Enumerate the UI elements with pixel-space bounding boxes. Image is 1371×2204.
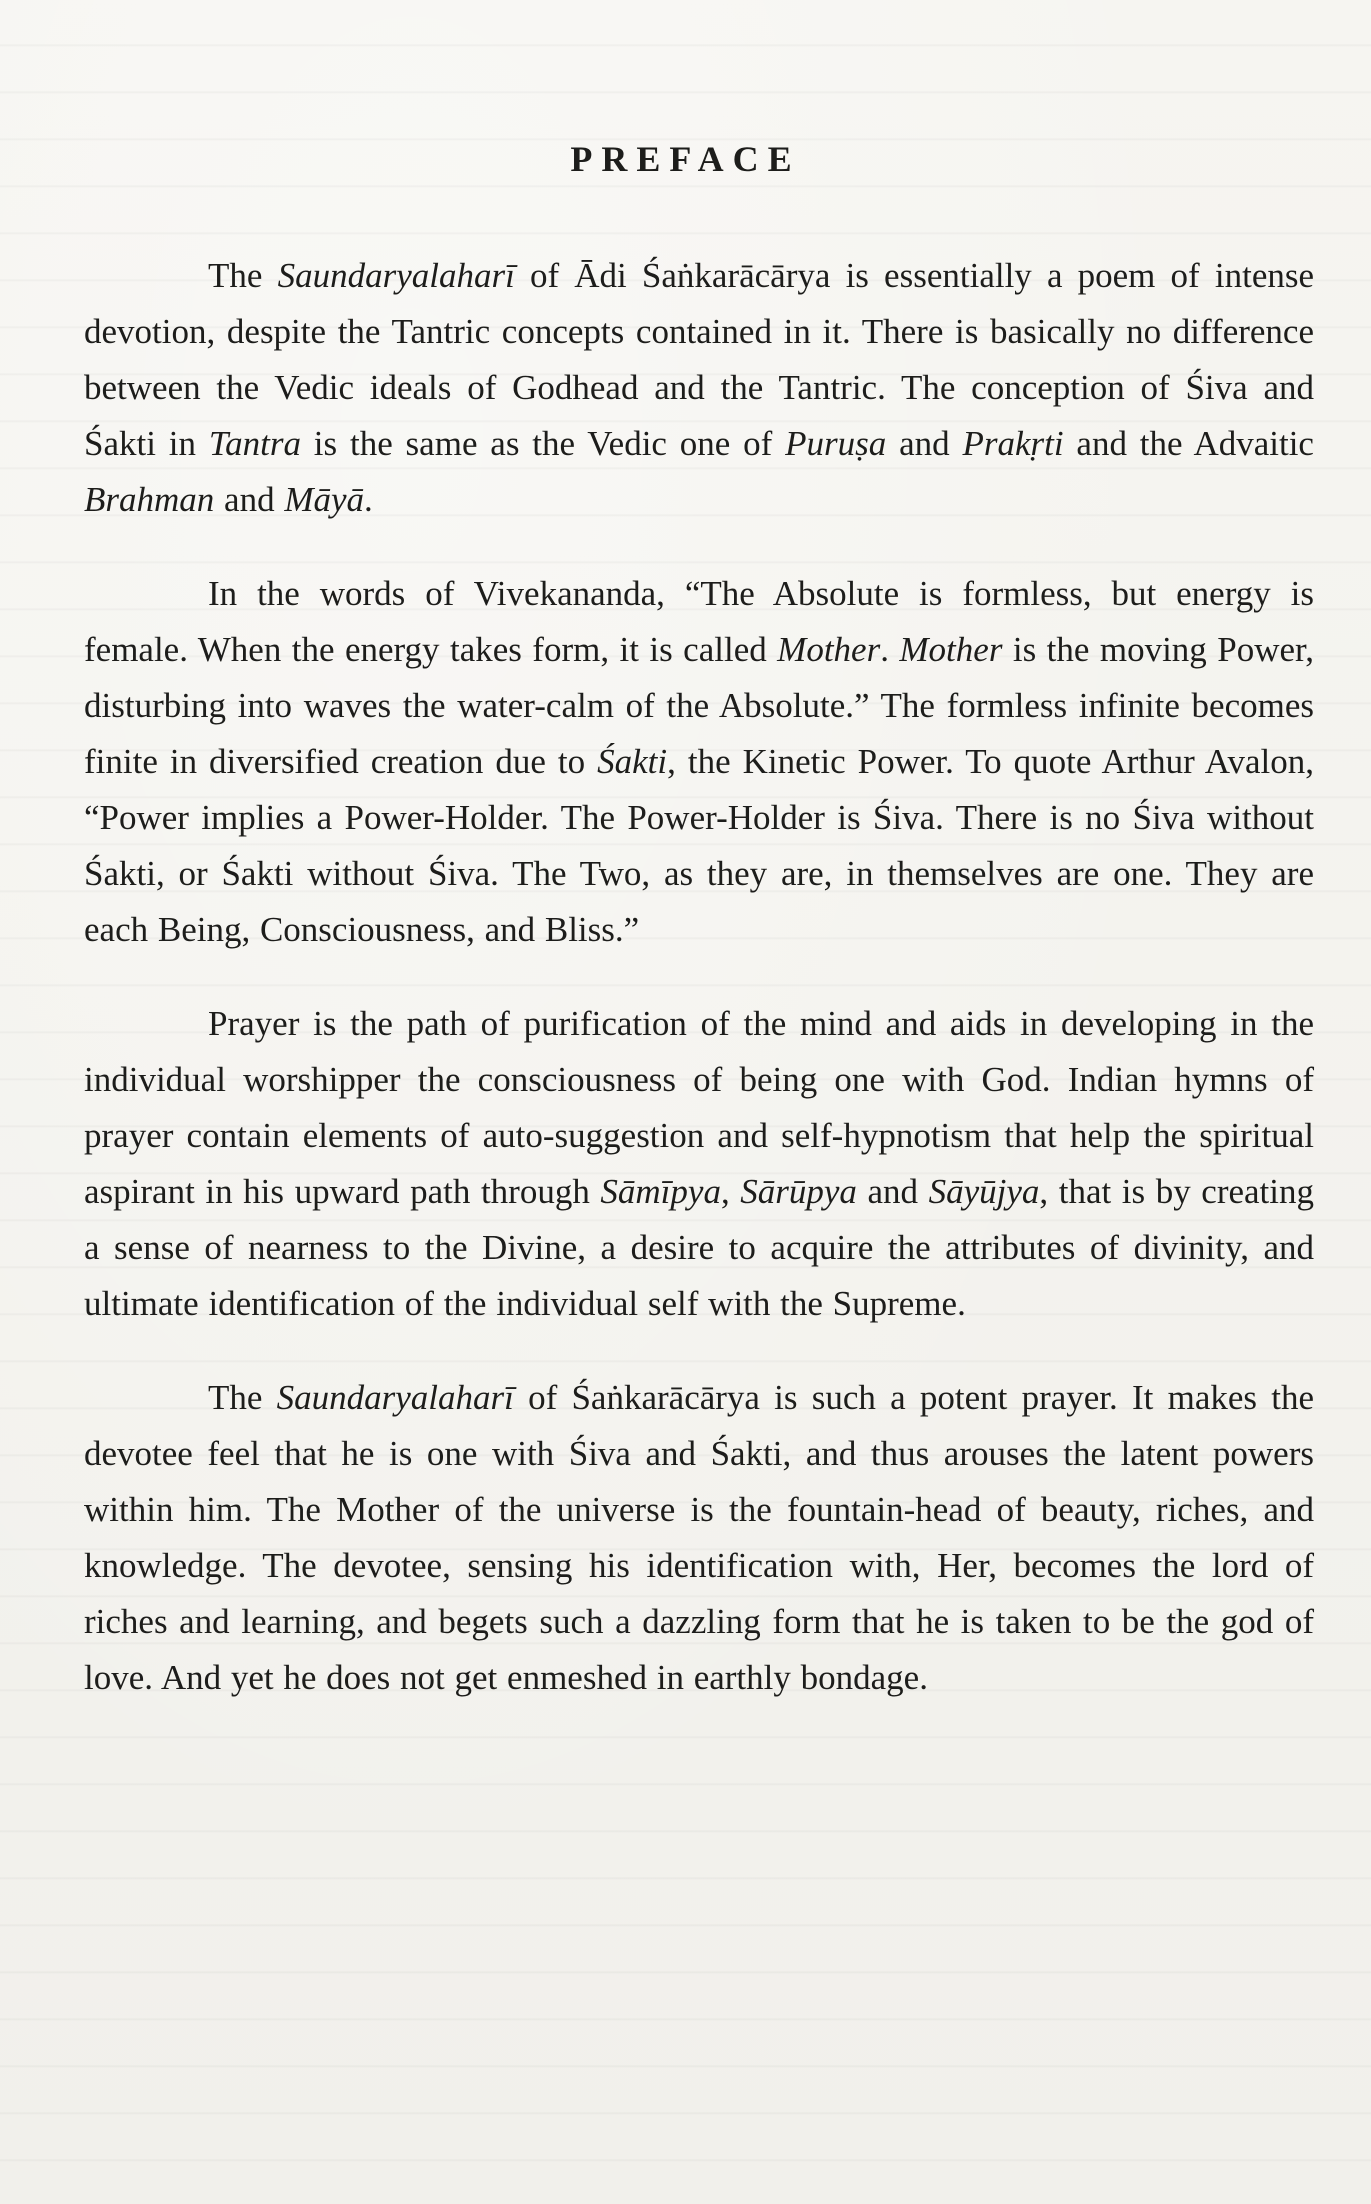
text-run: The (208, 1378, 277, 1417)
italic-term: Puruṣa (785, 424, 887, 463)
italic-term: Prakṛti (962, 424, 1064, 463)
text-run: is the same as the Vedic one of (300, 424, 786, 463)
text-run: is the moving Power, disturbing into waves the water-calm of the Absolute.” The formless infinite becomes finite in diversified creation due to (84, 630, 1315, 781)
italic-term: Mother (899, 630, 1003, 669)
italic-term: Māyā (284, 480, 365, 519)
italic-term: Sāyūjya (928, 1172, 1040, 1211)
italic-term: Tantra (208, 424, 301, 463)
italic-term: Sāmīpya (600, 1172, 721, 1211)
italic-term: Sārūpya (740, 1172, 857, 1211)
italic-term: Saundaryalaharī (276, 1378, 514, 1417)
text-run: of Ādi Śaṅkarācārya is essentially a poem of intense devotion, despite the Tantric concepts contained in it. There is basically no difference between the Vedic ideals of Godhead and the Tantric. The conception of Śiva and Śakti in (84, 256, 1315, 463)
text-run: of Śaṅkarācārya is such a potent prayer. It makes the devotee feel that he is one with Śiva and Śakti, and thus arouses the latent powers within him. The Mother of the universe is the fountain-head of beauty, riches, and knowledge. The devotee, sensing his identification with, Her, becomes the lord of riches and learning, and begets such a dazzling form that he is taken to be the god of love. And yet he does not get enmeshed in earthly bondage. (84, 1378, 1314, 1697)
italic-term: Mother (777, 630, 881, 669)
italic-term: Brahman (84, 480, 215, 519)
text-run: , the Kinetic Power. To quote Arthur Avalon, “Power implies a Power-Holder. The Power-Holder is Śiva. There is no Śiva without Śakti, or Śakti without Śiva. The Two, as they are, in themselves are one. They are each Being, Consciousness, and Bliss.” (84, 742, 1314, 949)
page-heading: PREFACE (570, 139, 801, 179)
paragraph-4 (84, 1370, 1314, 1706)
paragraph-1 (84, 248, 1314, 528)
text-run: and the Advaitic (1063, 424, 1314, 463)
italic-term: Saundaryalaharī (277, 256, 515, 295)
text-run: . (880, 630, 900, 669)
text-run: The (208, 256, 278, 295)
text-run: and (856, 1172, 929, 1211)
preface-body (84, 248, 1314, 1744)
paragraph-2 (84, 566, 1314, 958)
text-run: and (214, 480, 285, 519)
text-run: , that is by creating a sense of nearness to the Divine, a desire to acquire the attributes of divinity, and ultimate identification of the individual self with the Supreme. (84, 1172, 1314, 1323)
text-run: and (886, 424, 963, 463)
paragraph-3 (84, 996, 1314, 1332)
text-run: In the words of Vivekananda, “The Absolute is formless, but energy is female. When the energy takes form, it is called (84, 574, 1314, 669)
text-run: Prayer is the path of purification of the mind and aids in developing in the individual worshipper the consciousness of being one with God. Indian hymns of prayer contain elements of auto-suggestion and self-hypnotism that help the spiritual aspirant in his upward path through (84, 1004, 1314, 1211)
italic-term: Śakti (597, 742, 668, 781)
text-run: . (364, 480, 373, 519)
text-run: , (720, 1172, 741, 1211)
